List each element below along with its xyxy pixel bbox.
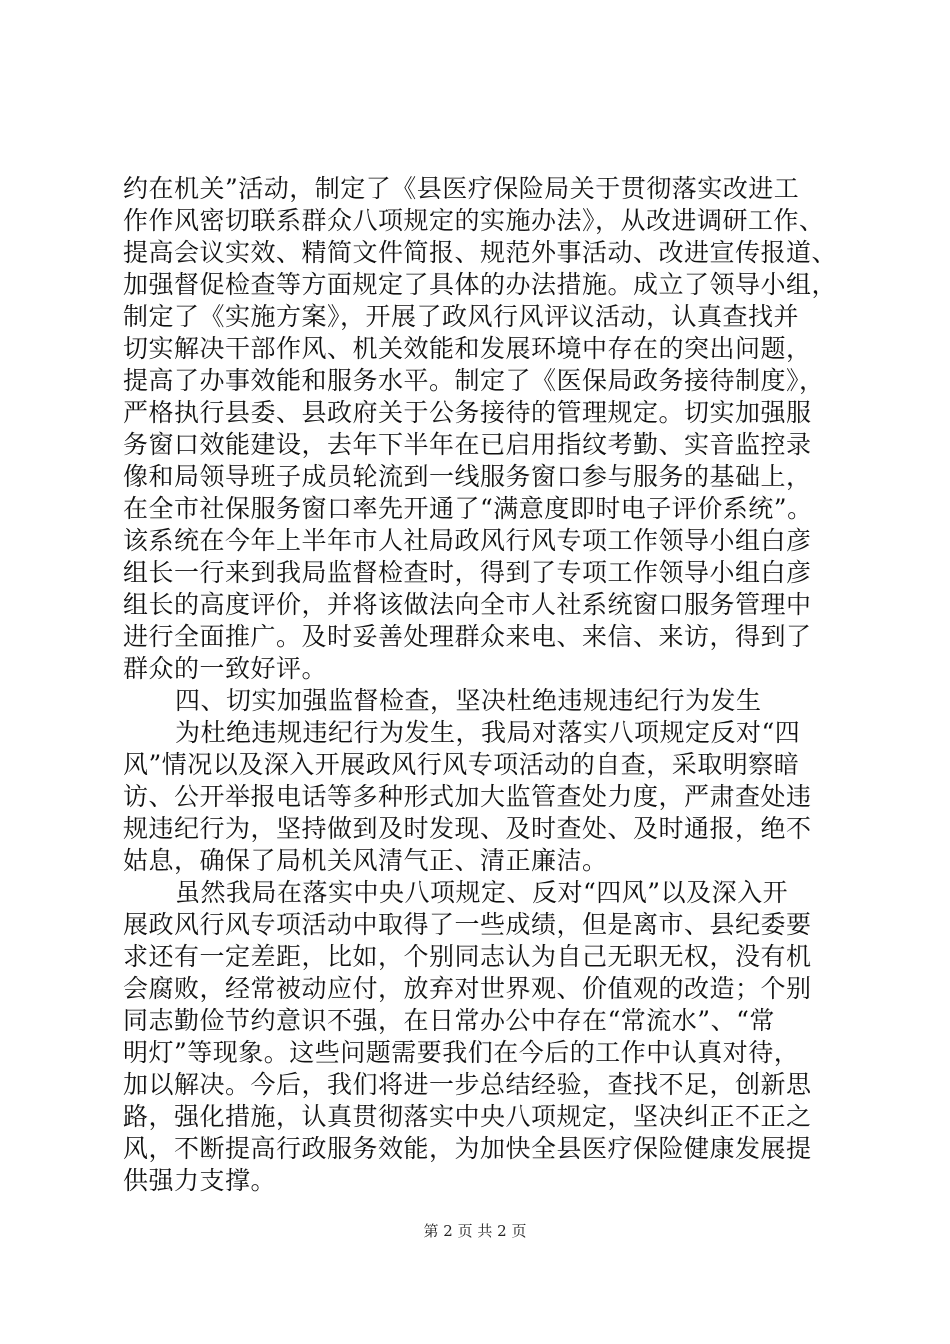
text-line: 为杜绝违规违纪行为发生，我局对落实八项规定反对“四 xyxy=(175,718,801,747)
text-line: 该系统在今年上半年市人社局政风行风专项工作领导小组白彦 xyxy=(123,526,812,555)
text-line: 供强力支撑。 xyxy=(123,1166,277,1195)
text-line: 进行全面推广。及时妥善处理群众来电、来信、来访，得到了 xyxy=(123,622,812,651)
text-line: 风，不断提高行政服务效能，为加快全县医疗保险健康发展提 xyxy=(123,1134,812,1163)
text-line: 切实解决干部作风、机关效能和发展环境中存在的突出问题， xyxy=(123,334,812,363)
text-line: 访、公开举报电话等多种形式加大监管查处力度，严肃查处违 xyxy=(123,782,812,811)
text-line: 加以解决。今后，我们将进一步总结经验，查找不足，创新思 xyxy=(123,1070,812,1099)
text-line: 组长的高度评价，并将该做法向全市人社系统窗口服务管理中 xyxy=(123,590,812,619)
text-line: 虽然我局在落实中央八项规定、反对“四风”以及深入开 xyxy=(175,878,789,907)
text-line: 明灯”等现象。这些问题需要我们在今后的工作中认真对待， xyxy=(123,1038,800,1067)
text-line: 风”情况以及深入开展政风行风专项活动的自查，采取明察暗 xyxy=(123,750,800,779)
text-line: 在全市社保服务窗口率先开通了“满意度即时电子评价系统”。 xyxy=(123,494,813,523)
text-line: 加强督促检查等方面规定了具体的办法措施。成立了领导小组， xyxy=(123,270,838,299)
text-line: 严格执行县委、县政府关于公务接待的管理规定。切实加强服 xyxy=(123,398,812,427)
text-line: 群众的一致好评。 xyxy=(123,654,328,683)
text-line: 同志勤俭节约意识不强，在日常办公中存在“常流水”、“常 xyxy=(123,1006,775,1035)
text-line: 组长一行来到我局监督检查时，得到了专项工作领导小组白彦 xyxy=(123,558,812,587)
page-footer: 第 2 页 共 2 页 xyxy=(423,1222,527,1240)
text-line: 像和局领导班子成员轮流到一线服务窗口参与服务的基础上， xyxy=(123,462,812,491)
text-line: 制定了《实施方案》，开展了政风行风评议活动，认真查找并 xyxy=(123,302,800,331)
text-line: 提高了办事效能和服务水平。制定了《医保局政务接待制度》， xyxy=(123,366,825,395)
text-line: 作作风密切联系群众八项规定的实施办法》，从改进调研工作、 xyxy=(123,206,825,235)
text-line: 约在机关”活动，制定了《县医疗保险局关于贯彻落实改进工 xyxy=(123,174,800,203)
text-line: 路，强化措施，认真贯彻落实中央八项规定，坚决纠正不正之 xyxy=(123,1102,812,1131)
text-line: 规违纪行为，坚持做到及时发现、及时查处、及时通报，绝不 xyxy=(123,814,812,843)
section-heading: 四、切实加强监督检查，坚决杜绝违规违纪行为发生 xyxy=(175,686,762,715)
text-line: 会腐败，经常被动应付，放弃对世界观、价值观的改造；个别 xyxy=(123,974,812,1003)
text-line: 务窗口效能建设，去年下半年在已启用指纹考勤、实音监控录 xyxy=(123,430,812,459)
body-text xyxy=(123,173,839,1197)
text-line: 求还有一定差距，比如，个别同志认为自己无职无权，没有机 xyxy=(123,942,812,971)
text-line: 姑息，确保了局机关风清气正、清正廉洁。 xyxy=(123,846,608,875)
text-line: 展政风行风专项活动中取得了一些成绩，但是离市、县纪委要 xyxy=(123,910,812,939)
text-line: 提高会议实效、精简文件简报、规范外事活动、改进宣传报道、 xyxy=(123,238,838,267)
